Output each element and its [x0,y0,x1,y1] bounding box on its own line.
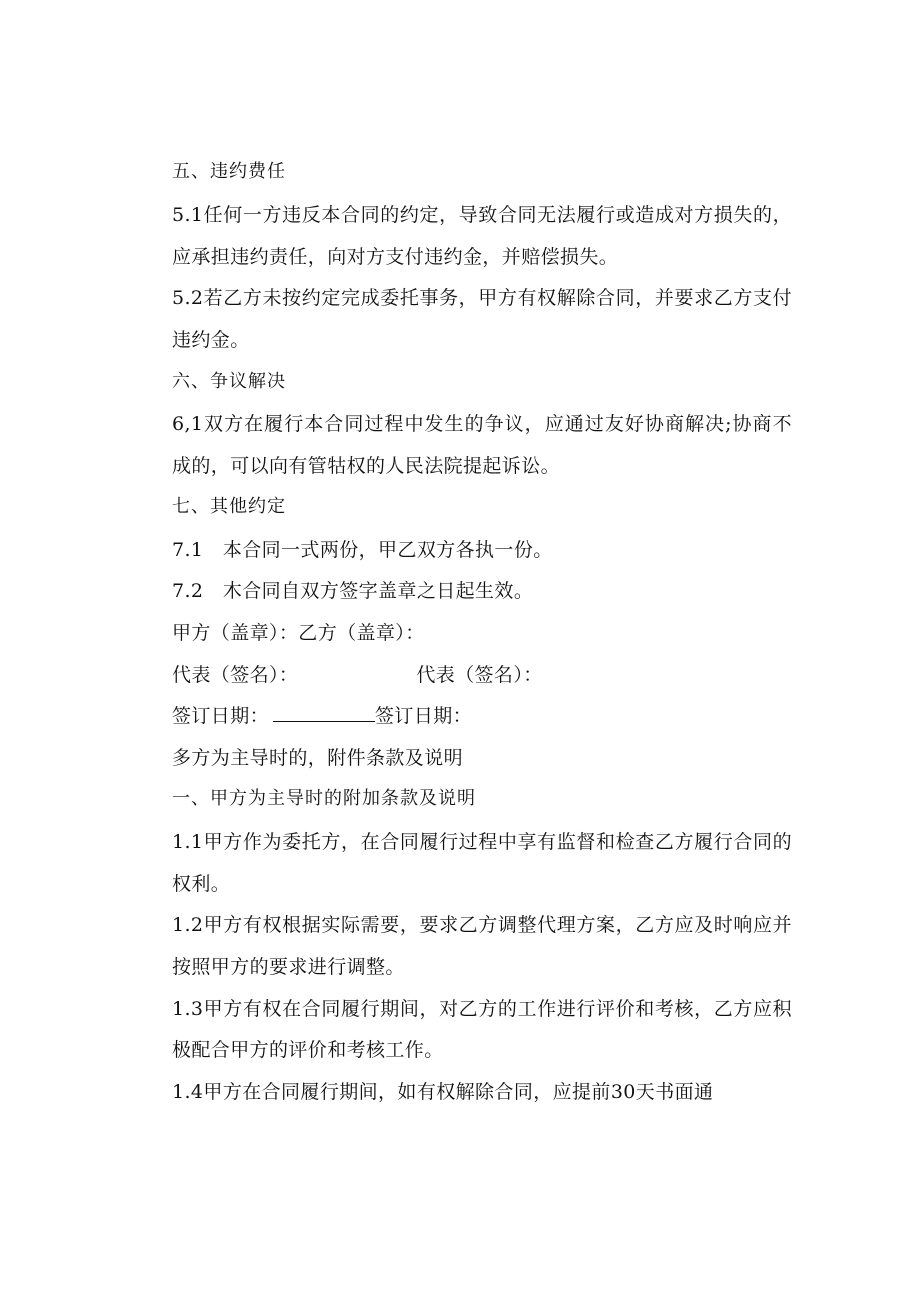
clause-5-1-line-2: 应承担违约责任，向对方支付违约金，并赔偿损失。 [172,246,619,268]
clause-7-2: 7.2 木合同自双方签字盖章之日起生效。 [172,580,534,602]
party-seal-line: 甲方（盖章）：乙方（盖章）： [172,622,425,644]
clause-6-1-line-1: 6,1双方在履行本合同过程中发生的争议，应通过友好协商解决;协商不 [172,413,792,435]
section-6-title: 六、争议解决 [172,371,286,392]
annex-intro: 多方为主导时的，附件条款及说明 [172,747,464,769]
clause-5-2-line-1: 5.2若乙方未按约定完成委托事务，甲方有权解除合同，并要求乙方支付 [172,287,792,309]
date-blank-underline [273,703,375,722]
signing-date-left-label: 签订日期： [172,705,270,727]
section-7-title: 七、其他约定 [172,496,286,517]
annex-clause-1-3-line-1: 1.3甲方有权在合同履行期间，对乙方的工作进行评价和考核，乙方应积 [172,998,792,1020]
annex-clause-1-1-line-2: 权利。 [172,873,231,895]
annex-clause-1-3-line-2: 极配合甲方的评价和考核工作。 [172,1039,444,1061]
representative-right-label: 代表（签名）： [416,664,543,686]
representative-left-label: 代表（签名）： [172,664,299,686]
section-5-title: 五、违约费任 [172,161,286,182]
representative-signature-line [172,662,543,688]
annex-clause-1-2-line-1: 1.2甲方有权根据实际需要，要求乙方调整代理方案，乙方应及时响应并 [172,914,792,936]
annex-clause-1-1-line-1: 1.1甲方作为委托方，在合同履行过程中享有监督和检查乙方履行合同的 [172,831,792,853]
annex-clause-1-2-line-2: 按照甲方的要求进行调整。 [172,956,405,978]
signing-date-right-label: 签订日期： [375,705,473,727]
annex-section-1-title: 一、甲方为主导时的附加条款及说明 [172,788,476,809]
clause-7-1: 7.1 本合同一式两份，甲乙双方各执一份。 [172,539,553,561]
clause-5-1-line-1: 5.1任何一方违反本合同的约定，导致合同无法履行或造成对方损失的， [172,204,792,226]
signing-date-line [172,703,472,729]
annex-clause-1-4-line-1: 1.4甲方在合同履行期间，如有权解除合同，应提前30天书面通 [172,1081,714,1103]
clause-5-2-line-2: 违约金。 [172,329,250,351]
clause-6-1-line-2: 成的，可以向有管牯权的人民法院提起诉讼。 [172,455,561,477]
